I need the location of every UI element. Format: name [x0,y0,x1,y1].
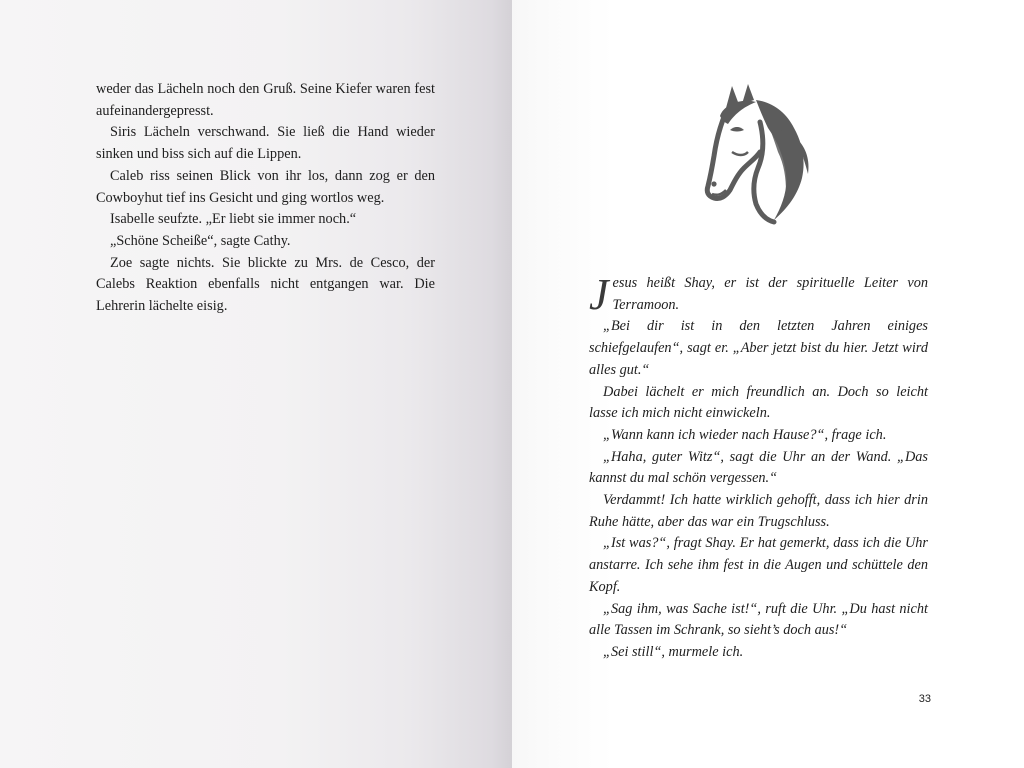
paragraph: Caleb riss seinen Blick von ihr los, dann zog er den Cowboyhut tief ins Gesicht und ging wortlos weg. [96,167,435,206]
page-number: 33 [918,693,931,705]
paragraph: Isabelle seufzte. „Er liebt sie immer noch.“ [110,211,357,228]
right-page [512,0,1024,768]
drop-cap: J [589,270,609,319]
paragraph: Siris Lächeln verschwand. Sie ließ die Hand wieder sinken und biss sich auf die Lippen. [96,124,435,163]
paragraph: Zoe sagte nichts. Sie blickte zu Mrs. de Cesco, der Calebs Reaktion ebenfalls nicht entgangen war. Die Lehrerin lächelte eisig. [96,254,435,315]
horse-head-icon [702,82,812,227]
paragraph: „Haha, guter Witz“, sagt die Uhr an der Wand. „Das kannst du mal schön vergessen.“ [589,448,928,487]
right-page-text [589,270,928,664]
paragraph: Verdammt! Ich hatte wirklich gehofft, dass ich hier drin Ruhe hätte, aber das war ein Trugschluss. [589,492,928,530]
paragraph: „Sag ihm, was Sache ist!“, ruft die Uhr. „Du hast nicht alle Tassen im Schrank, so sieht’s doch aus!“ [589,600,928,639]
paragraph: weder das Lächeln noch den Gruß. Seine Kiefer waren fest aufeinandergepresst. [96,81,435,119]
paragraph: „Sei still“, murmele ich. [603,643,744,660]
paragraph: Dabei lächelt er mich freundlich an. Doch so leicht lasse ich mich nicht einwickeln. [589,383,928,422]
left-page-text [96,79,435,318]
paragraph: „Ist was?“, fragt Shay. Er hat gemerkt, dass ich die Uhr anstarre. Ich sehe ihm fest in die Augen und schüttele den Kopf. [589,535,928,595]
opening-paragraph-text: esus heißt Shay, er ist der spirituelle Leiter von Terramoon. [612,275,928,313]
paragraph: „Wann kann ich wieder nach Hause?“, frage ich. [603,426,887,443]
opening-paragraph [589,270,928,319]
paragraph: „Bei dir ist in den letzten Jahren einiges schiefgelaufen“, sagt er. „Aber jetzt bist du hier. Jetzt wird alles gut.“ [589,318,928,378]
paragraph: „Schöne Scheiße“, sagte Cathy. [110,232,291,249]
